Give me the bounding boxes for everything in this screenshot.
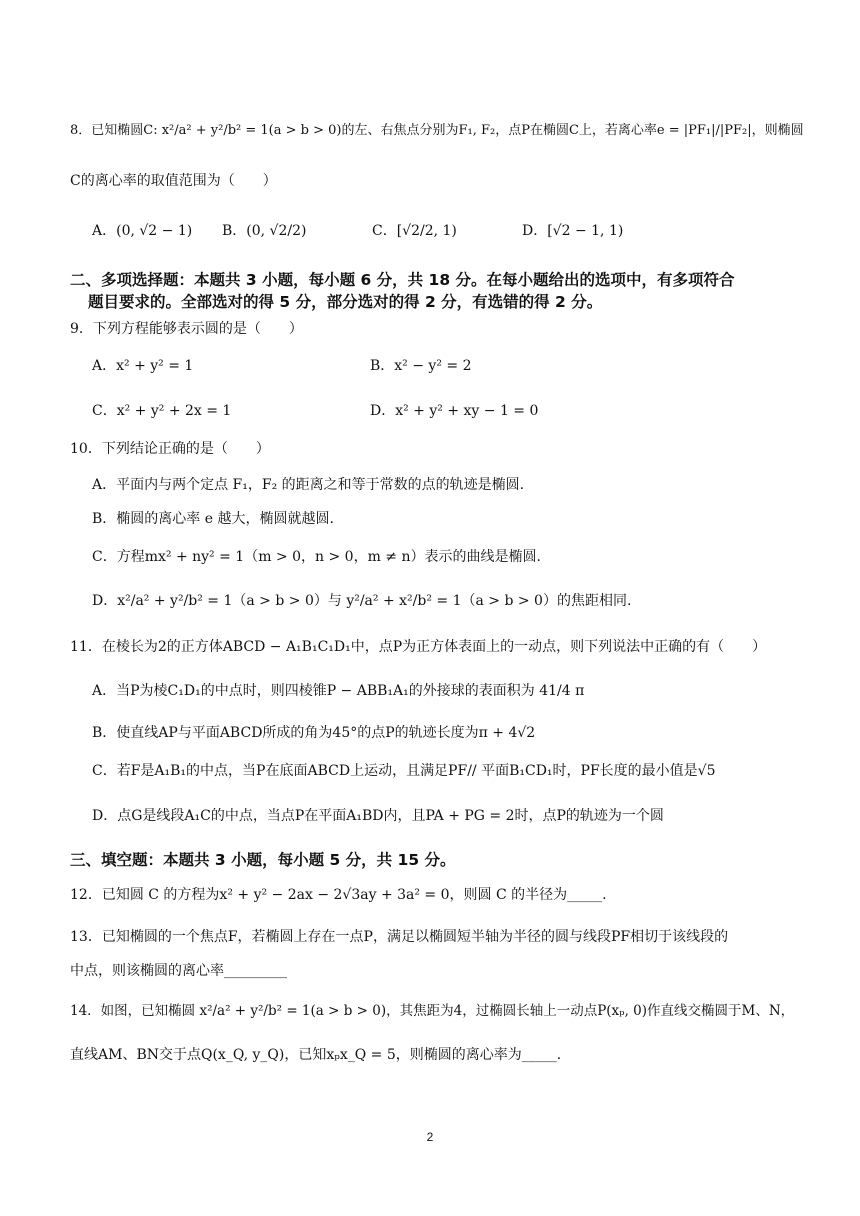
q10-stem: 10．下列结论正确的是（ ） — [70, 441, 270, 457]
q11-option-b: B．使直线AP与平面ABCD所成的角为45°的点P的轨迹长度为π + 4√2 — [92, 725, 536, 741]
page-number: 2 — [426, 1130, 434, 1144]
q11-option-d: D．点G是线段A₁C的中点，当点P在平面A₁BD内，且PA + PG = 2时，点P的轨迹为一个圆 — [92, 808, 664, 824]
q12-text: 12．已知圆 C 的方程为x² + y² − 2ax − 2√3ay + 3a² = 0，则圆 C 的半径为_____. — [70, 887, 607, 903]
q9-option-c: C．x² + y² + 2x = 1 — [92, 403, 232, 419]
section2-line1: 二、多项选择题：本题共 3 小题，每小题 6 分，共 18 分。在每小题给出的选项中，有多项符合 — [70, 271, 735, 289]
section3-title: 三、填空题：本题共 3 小题，每小题 5 分，共 15 分。 — [70, 851, 456, 869]
q8-line1: 8．已知椭圆C: x²/a² + y²/b² = 1(a > b > 0)的左、右焦点分别为F₁, F₂，点P在椭圆C上，若离心率e = |PF₁|/|PF₂|，则椭圆 — [70, 123, 804, 138]
q11-stem: 11．在棱长为2的正方体ABCD − A₁B₁C₁D₁中，点P为正方体表面上的一动点，则下列说法中正确的有（ ） — [70, 639, 767, 655]
q10-option-b: B．椭圆的离心率 e 越大，椭圆就越圆. — [92, 511, 334, 527]
q8-option-c: C．[√2/2, 1) — [372, 223, 457, 239]
q8-option-d: D．[√2 − 1, 1) — [522, 223, 624, 239]
q13-line1: 13．已知椭圆的一个焦点F，若椭圆上存在一点P，满足以椭圆短半轴为半径的圆与线段PF相切于该线段的 — [70, 929, 729, 945]
section2-line2: 题目要求的。全部选对的得 5 分，部分选对的得 2 分，有选错的得 2 分。 — [88, 293, 603, 311]
q13-line2: 中点，则该椭圆的离心率_________ — [70, 963, 287, 979]
q11-option-a: A．当P为棱C₁D₁的中点时，则四棱锥P − ABB₁A₁的外接球的表面积为 41/4 π — [92, 683, 585, 699]
q14-line2: 直线AM、BN交于点Q(x_Q, y_Q)，已知xₚx_Q = 5，则椭圆的离心率为_____. — [70, 1047, 562, 1063]
q14-line1: 14．如图，已知椭圆 x²/a² + y²/b² = 1(a > b > 0)，其焦距为4，过椭圆长轴上一动点P(xₚ, 0)作直线交椭圆于M、N， — [70, 1003, 795, 1019]
q8-option-b: B．(0, √2/2) — [222, 223, 307, 239]
q10-option-d: D．x²/a² + y²/b² = 1（a > b > 0）与 y²/a² + x²/b² = 1（a > b > 0）的焦距相同. — [92, 593, 632, 609]
q9-stem: 9．下列方程能够表示圆的是（ ） — [70, 321, 303, 337]
q9-option-a: A．x² + y² = 1 — [92, 358, 194, 374]
q10-option-c: C．方程mx² + ny² = 1（m > 0，n > 0，m ≠ n）表示的曲线是椭圆. — [92, 549, 541, 565]
q10-option-a: A．平面内与两个定点 F₁，F₂ 的距离之和等于常数的点的轨迹是椭圆. — [92, 477, 525, 493]
q9-option-d: D．x² + y² + xy − 1 = 0 — [370, 403, 539, 419]
q9-option-b: B．x² − y² = 2 — [370, 358, 472, 374]
q11-option-c: C．若F是A₁B₁的中点，当P在底面ABCD上运动，且满足PF// 平面B₁CD₁时，PF长度的最小值是√5 — [92, 763, 716, 779]
q8-option-a: A．(0, √2 − 1) — [92, 223, 193, 239]
q8-line2: C的离心率的取值范围为（ ） — [70, 173, 277, 189]
